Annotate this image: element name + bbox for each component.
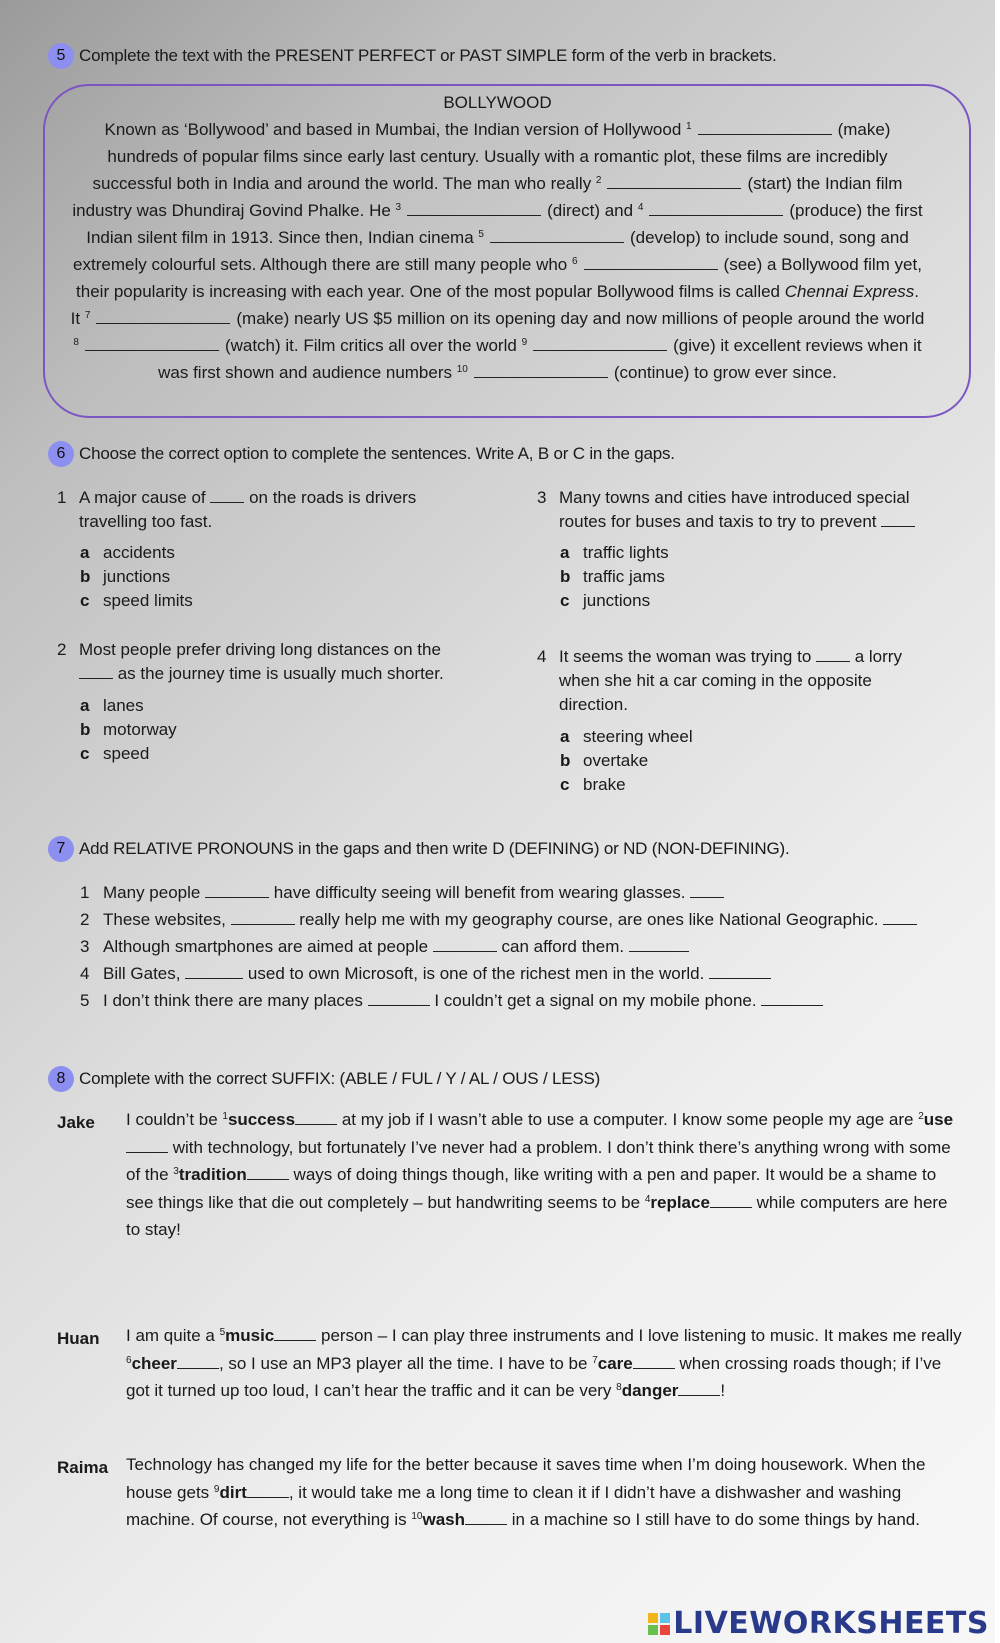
- option-a[interactable]: a traffic lights: [560, 543, 669, 562]
- right-margin: [995, 0, 1000, 1643]
- passage-title: BOLLYWOOD: [443, 93, 552, 112]
- jake-paragraph: I couldn’t be $^1$success at my job if I wasn’t able to use a computer. I know some people my age are $^2$use with technology, but fortunately I’ve never had a problem. I don’t think there’s anything wrong with some of the $^3$tradition ways of doing things though, like writing with a pen and paper. It would be a shame to see things like that die out completely – but handwriting seems to be $^4$replace while computers are here to stay!: [126, 1110, 954, 1239]
- gap-6[interactable]: [584, 255, 718, 270]
- section-instruction: Add RELATIVE PRONOUNS in the gaps and then write D (DEFINING) or ND (NON-DEFINING).: [79, 839, 790, 858]
- type-gap[interactable]: [709, 964, 771, 979]
- passage-line: industry was Dhundiraj Govind Phalke. He $^3$ (direct) and $^4$ (produce) the first: [72, 201, 923, 220]
- gap-9[interactable]: [533, 336, 667, 351]
- option-a[interactable]: a lanes: [80, 696, 144, 715]
- speaker-raima: Raima: [57, 1458, 109, 1477]
- suffix-gap-6[interactable]: [177, 1354, 219, 1369]
- suffix-gap-4[interactable]: [710, 1193, 752, 1208]
- passage-line: extremely colourful sets. Although there are still many people who $^6$ (see) a Bollywood film yet,: [73, 255, 922, 274]
- passage-line: It $^7$ (make) nearly US $5 million on its opening day and now millions of people around the world: [70, 309, 925, 328]
- gap-q2[interactable]: [79, 664, 113, 679]
- gap-8[interactable]: [85, 336, 219, 351]
- option-b[interactable]: b overtake: [560, 751, 649, 770]
- type-gap[interactable]: [629, 937, 689, 952]
- type-gap[interactable]: [761, 991, 823, 1006]
- gap-2[interactable]: [607, 174, 741, 189]
- section-7-header: [48, 836, 789, 862]
- passage-line: successful both in India and around the world. The man who really $^2$ (start) the Indian film: [92, 174, 903, 193]
- item-3: 3 Although smartphones are aimed at people can afford them.: [80, 937, 689, 957]
- speaker-huan: Huan: [57, 1329, 100, 1348]
- gap-5[interactable]: [490, 228, 624, 243]
- suffix-gap-7[interactable]: [633, 1354, 675, 1369]
- section-number: 6: [48, 441, 74, 467]
- suffix-gap-5[interactable]: [274, 1326, 316, 1341]
- pronoun-gap[interactable]: [231, 910, 295, 925]
- option-a[interactable]: a accidents: [80, 543, 175, 562]
- item-1: 1 Many people have difficulty seeing will benefit from wearing glasses.: [80, 883, 724, 903]
- question-4: 4 It seems the woman was trying to a lorry when she hit a car coming in the opposite direction.: [537, 647, 902, 714]
- question-1: 1 A major cause of on the roads is drivers travelling too fast.: [57, 488, 417, 531]
- passage-line: their popularity is increasing with each year. One of the most popular Bollywood films is called Chennai Express.: [76, 282, 919, 301]
- passage-line: $^8$ (watch) it. Film critics all over the world $^9$ (give) it excellent reviews when it: [73, 336, 922, 355]
- passage-line: was first shown and audience numbers $^{10}$ (continue) to grow ever since.: [158, 363, 837, 382]
- liveworksheets-logo: LIVEWORKSHEETS: [648, 1606, 989, 1641]
- gap-q3[interactable]: [881, 512, 915, 527]
- gap-4[interactable]: [649, 201, 783, 216]
- gap-7[interactable]: [96, 309, 230, 324]
- passage-line: Known as ‘Bollywood’ and based in Mumbai, the Indian version of Hollywood $^1$ (make): [104, 120, 891, 139]
- type-gap[interactable]: [883, 910, 917, 925]
- question-3: 3 Many towns and cities have introduced special routes for buses and taxis to try to prevent: [537, 486, 915, 534]
- option-c[interactable]: c brake: [560, 775, 626, 794]
- pronoun-gap[interactable]: [368, 991, 430, 1006]
- suffix-gap-3[interactable]: [247, 1165, 289, 1180]
- suffix-gap-9[interactable]: [247, 1483, 289, 1498]
- type-gap[interactable]: [690, 883, 724, 898]
- gap-q1[interactable]: [210, 488, 244, 503]
- section-instruction: Complete the text with the PRESENT PERFECT or PAST SIMPLE form of the verb in brackets.: [79, 46, 777, 65]
- gap-10[interactable]: [474, 363, 608, 378]
- gap-q4[interactable]: [816, 647, 850, 662]
- section-5-header: [48, 43, 777, 69]
- gap-1[interactable]: [698, 120, 832, 135]
- section-instruction: Complete with the correct SUFFIX: (ABLE / FUL / Y / AL / OUS / LESS): [79, 1069, 601, 1088]
- section-8-header: [48, 1066, 600, 1092]
- section-number: 5: [48, 43, 74, 69]
- option-a[interactable]: a steering wheel: [560, 727, 693, 746]
- option-c[interactable]: c speed limits: [80, 591, 193, 610]
- option-c[interactable]: c speed: [80, 744, 150, 763]
- item-2: 2 These websites, really help me with my geography course, are ones like National Geographic.: [80, 910, 917, 930]
- speaker-jake: Jake: [57, 1113, 95, 1132]
- item-4: 4 Bill Gates, used to own Microsoft, is one of the richest men in the world.: [80, 964, 771, 984]
- item-5: 5 I don’t think there are many places I couldn’t get a signal on my mobile phone.: [80, 991, 823, 1011]
- section-number: 8: [48, 1066, 74, 1092]
- pronoun-gap[interactable]: [433, 937, 497, 952]
- option-b[interactable]: b junctions: [80, 567, 171, 586]
- passage-line: Indian silent film in 1913. Since then, Indian cinema $^5$ (develop) to include sound, song and: [86, 228, 909, 247]
- huan-paragraph: I am quite a $^5$music person – I can play three instruments and I love listening to music. It makes me really $^6$cheer , so I use an MP3 player all the time. I have to be $^7$care when crossing roads though; if I’ve got it turned up too loud, I can’t hear the traffic and it can be very $^8$danger !: [126, 1326, 962, 1400]
- section-instruction: Choose the correct option to complete the sentences. Write A, B or C in the gaps.: [79, 444, 675, 463]
- pronoun-gap[interactable]: [185, 964, 243, 979]
- raima-paragraph: Technology has changed my life for the better because it saves time when I’m doing housework. When the house gets $^9$dirt , it would take me a long time to clean it if I didn’t have a dishwasher and washing machine. Of course, not everything is $^{10}$wash in a machine so I still have to do some things by hand.: [126, 1455, 926, 1529]
- suffix-gap-10[interactable]: [465, 1510, 507, 1525]
- suffix-gap-1[interactable]: [295, 1110, 337, 1125]
- logo-icon: [648, 1613, 670, 1635]
- gap-3[interactable]: [407, 201, 541, 216]
- passage-line: hundreds of popular films since early last century. Usually with a romantic plot, these films are incredibly: [107, 147, 888, 166]
- section-6-header: [48, 441, 675, 467]
- section-number: 7: [48, 836, 74, 862]
- option-b[interactable]: b traffic jams: [560, 567, 665, 586]
- pronoun-gap[interactable]: [205, 883, 269, 898]
- question-2: 2 Most people prefer driving long distances on the as the journey time is usually much shorter.: [57, 640, 444, 683]
- suffix-gap-8[interactable]: [678, 1381, 720, 1396]
- option-c[interactable]: c junctions: [560, 591, 651, 610]
- option-b[interactable]: b motorway: [80, 720, 177, 739]
- suffix-gap-2[interactable]: [126, 1138, 168, 1153]
